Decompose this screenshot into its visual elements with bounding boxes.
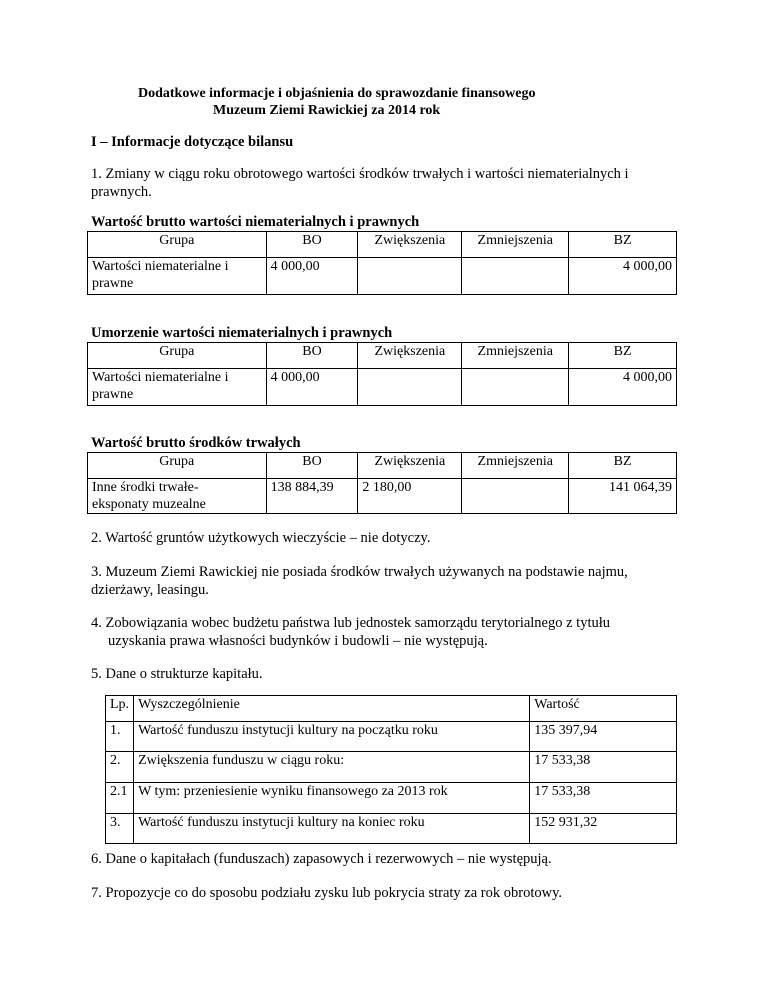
table2-row-group: Wartości niematerialne i prawne (88, 369, 267, 406)
point-2: 2. Wartość gruntów użytkowych wieczyście – nie dotyczy. (91, 530, 431, 546)
table3-row-zwiekszenia: 2 180,00 (358, 479, 462, 514)
table-row (106, 752, 677, 783)
point-5: 5. Dane o strukturze kapitału. (91, 666, 263, 682)
table3-row-group: Inne środki trwałe- eksponaty muzealne (88, 479, 267, 514)
table1 (87, 231, 677, 295)
table2-header-grupa: Grupa (88, 343, 267, 369)
table1-title: Wartość brutto wartości niematerialnych i prawnych (91, 214, 420, 230)
capital-row-value: 17 533,38 (530, 752, 677, 783)
table2 (87, 342, 677, 406)
table2-title: Umorzenie wartości niematerialnych i prawnych (91, 325, 393, 341)
capital-row-lp: 2. (106, 752, 134, 783)
table1-header-grupa: Grupa (88, 232, 267, 258)
capital-row-value: 152 931,32 (530, 814, 677, 844)
capital-row-value: 17 533,38 (530, 783, 677, 814)
capital-row-lp: 1. (106, 722, 134, 752)
capital-row-item: Wartość funduszu instytucji kultury na początku roku (134, 722, 530, 752)
table2-row-bo: 4 000,00 (266, 369, 358, 406)
table2-header-zwiekszenia: Zwiększenia (358, 343, 462, 369)
capital-row-item: W tym: przeniesienie wyniku finansowego za 2013 rok (134, 783, 530, 814)
table-row (106, 814, 677, 844)
table2-row-zmniejszenia (462, 369, 569, 406)
point-4-line-2: uzyskania prawa własności budynków i budowli – nie występują. (108, 633, 488, 649)
capital-row-item: Zwiększenia funduszu w ciągu roku: (134, 752, 530, 783)
table1-header-bo: BO (266, 232, 358, 258)
table2-header-bz: BZ (569, 343, 677, 369)
table-row (106, 722, 677, 752)
table3 (87, 452, 677, 514)
table2-header-zmniejszenia: Zmniejszenia (462, 343, 569, 369)
document-title-line-2: Muzeum Ziemi Rawickiej za 2014 rok (213, 103, 441, 118)
point-3-line-2: dzierżawy, leasingu. (91, 582, 209, 598)
capital-header-value: Wartość (530, 696, 677, 722)
point-4-line-1: 4. Zobowiązania wobec budżetu państwa lub jednostek samorządu terytorialnego z tytułu (91, 615, 611, 631)
table1-row-bz: 4 000,00 (569, 258, 677, 295)
point-1: 1. Zmiany w ciągu roku obrotowego wartości środków trwałych i wartości niematerialnych i prawnych. (91, 166, 629, 200)
capital-row-lp: 3. (106, 814, 134, 844)
point-7: 7. Propozycje co do sposobu podziału zysku lub pokrycia straty za rok obrotowy. (91, 885, 563, 901)
capital-row-item: Wartość funduszu instytucji kultury na koniec roku (134, 814, 530, 844)
table1-header-zmniejszenia: Zmniejszenia (462, 232, 569, 258)
table1-row-zwiekszenia (358, 258, 462, 295)
table2-row-bz: 4 000,00 (569, 369, 677, 406)
table1-row-bo: 4 000,00 (266, 258, 358, 295)
table3-header-zmniejszenia: Zmniejszenia (462, 453, 569, 479)
section-heading: I – Informacje dotyczące bilansu (91, 134, 294, 150)
table3-header-bo: BO (266, 453, 358, 479)
table-row (106, 783, 677, 814)
table3-title: Wartość brutto środków trwałych (91, 435, 301, 451)
document-title-line-1: Dodatkowe informacje i objaśnienia do sprawozdanie finansowego (138, 86, 536, 101)
capital-row-lp: 2.1 (106, 783, 134, 814)
capital-header-item: Wyszczególnienie (134, 696, 530, 722)
point-6: 6. Dane o kapitałach (funduszach) zapasowych i rezerwowych – nie występują. (91, 851, 552, 867)
table1-row-zmniejszenia (462, 258, 569, 295)
table2-header-bo: BO (266, 343, 358, 369)
table1-header-bz: BZ (569, 232, 677, 258)
table3-row-zmniejszenia (462, 479, 569, 514)
capital-table (105, 695, 677, 844)
table3-header-bz: BZ (569, 453, 677, 479)
capital-row-value: 135 397,94 (530, 722, 677, 752)
table1-row-group: Wartości niematerialne i prawne (88, 258, 267, 295)
table1-header-zwiekszenia: Zwiększenia (358, 232, 462, 258)
point-3-line-1: 3. Muzeum Ziemi Rawickiej nie posiada środków trwałych używanych na podstawie najmu, (91, 564, 628, 580)
table3-header-grupa: Grupa (88, 453, 267, 479)
table3-row-bz: 141 064,39 (569, 479, 677, 514)
capital-header-lp: Lp. (106, 696, 134, 722)
table2-row-zwiekszenia (358, 369, 462, 406)
table3-row-bo: 138 884,39 (266, 479, 358, 514)
table3-header-zwiekszenia: Zwiększenia (358, 453, 462, 479)
